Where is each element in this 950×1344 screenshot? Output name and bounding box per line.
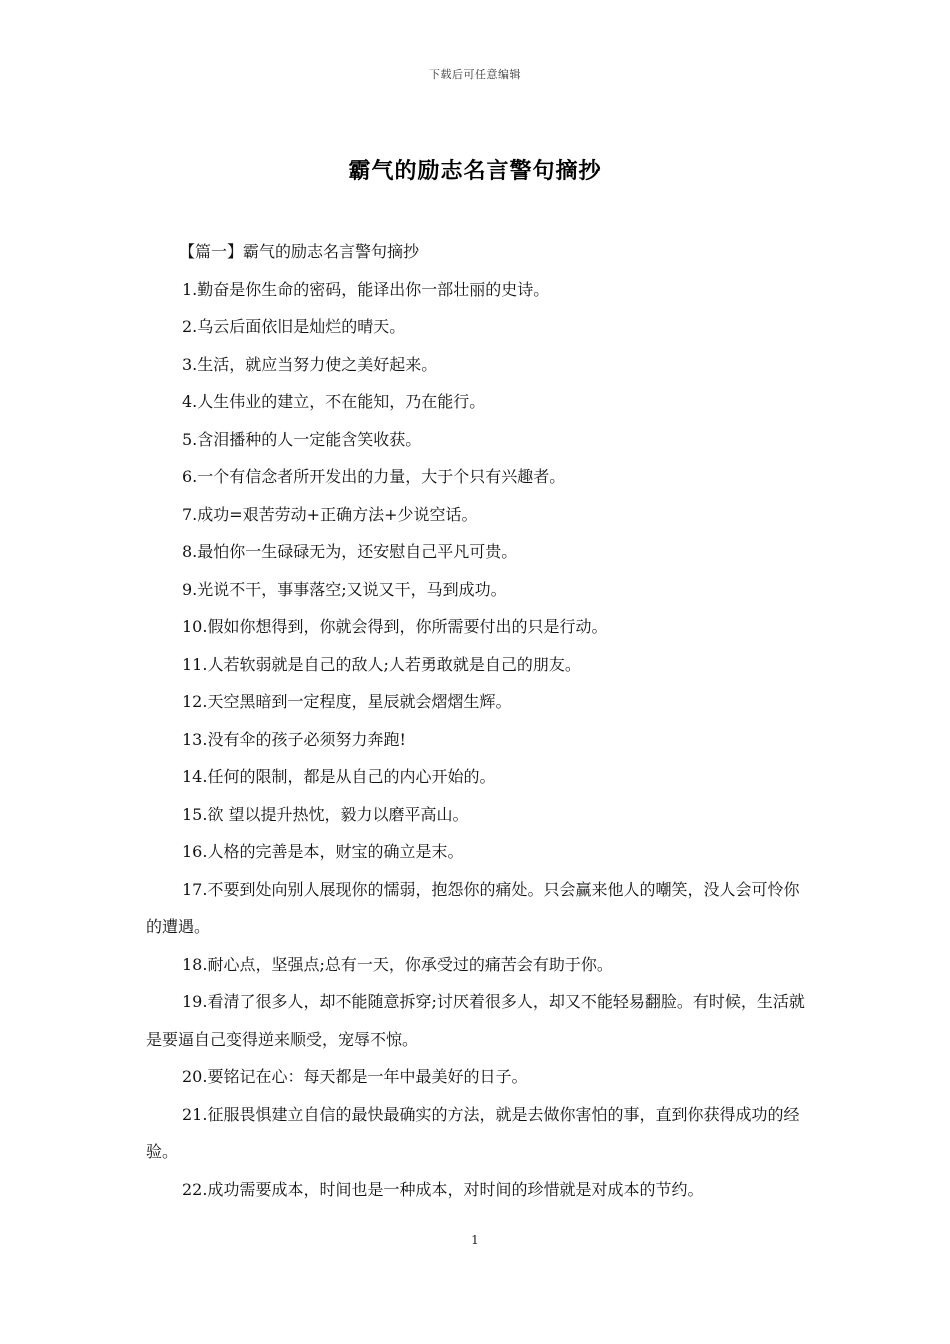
page-number: 1 xyxy=(471,1233,479,1247)
quote-item-8: 8.最怕你一生碌碌无为，还安慰自己平凡可贵。 xyxy=(182,542,518,561)
quote-item-1: 1.勤奋是你生命的密码，能译出你一部壮丽的史诗。 xyxy=(182,279,550,299)
quote-item-14: 14.任何的限制，都是从自己的内心开始的。 xyxy=(182,767,496,786)
quote-item-21: 21.征服畏惧建立自信的最快最确实的方法，就是去做你害怕的事，直到你获得成功的经验。 xyxy=(146,1104,800,1161)
quote-item-7: 7.成功=艰苦劳动+正确方法+少说空话。 xyxy=(182,504,478,524)
page-header: 下载后可任意编辑 xyxy=(429,68,521,81)
quote-item-18: 18.耐心点，坚强点;总有一天，你承受过的痛苦会有助于你。 xyxy=(182,954,613,974)
quote-item-15: 15.欲 望以提升热忱，毅力以磨平高山。 xyxy=(182,804,469,824)
quote-item-9: 9.光说不干，事事落空;又说又干，马到成功。 xyxy=(182,579,507,599)
document-title: 霸气的励志名言警句摘抄 xyxy=(348,159,602,184)
quote-item-11: 11.人若软弱就是自己的敌人;人若勇敢就是自己的朋友。 xyxy=(182,654,581,674)
quote-item-17: 17.不要到处向别人展现你的懦弱，抱怨你的痛处。只会赢来他人的嘲笑，没人会可怜你的遭遇。 xyxy=(146,879,800,936)
quote-item-19: 19.看清了很多人，却不能随意拆穿;讨厌着很多人，却又不能轻易翻脸。有时候，生活就是要逼自己变得逆来顺受，宠辱不惊。 xyxy=(146,992,805,1049)
quote-item-4: 4.人生伟业的建立，不在能知，乃在能行。 xyxy=(182,392,486,411)
quote-item-16: 16.人格的完善是本，财宝的确立是末。 xyxy=(182,842,464,861)
quote-item-22: 22.成功需要成本，时间也是一种成本，对时间的珍惜就是对成本的节约。 xyxy=(182,1179,704,1199)
quote-item-6: 6.一个有信念者所开发出的力量，大于个只有兴趣者。 xyxy=(182,467,566,486)
quote-item-13: 13.没有伞的孩子必须努力奔跑! xyxy=(182,729,406,749)
document-body xyxy=(146,233,814,1208)
quote-item-5: 5.含泪播种的人一定能含笑收获。 xyxy=(182,429,422,449)
quote-item-3: 3.生活，就应当努力使之美好起来。 xyxy=(182,354,438,374)
quote-item-20: 20.要铭记在心：每天都是一年中最美好的日子。 xyxy=(182,1067,528,1086)
quote-item-12: 12.天空黑暗到一定程度，星辰就会熠熠生辉。 xyxy=(182,692,512,711)
quote-item-10: 10.假如你想得到，你就会得到，你所需要付出的只是行动。 xyxy=(182,617,608,636)
section-heading: 【篇一】霸气的励志名言警句摘抄 xyxy=(179,242,420,261)
quote-item-2: 2.乌云后面依旧是灿烂的晴天。 xyxy=(182,317,406,336)
